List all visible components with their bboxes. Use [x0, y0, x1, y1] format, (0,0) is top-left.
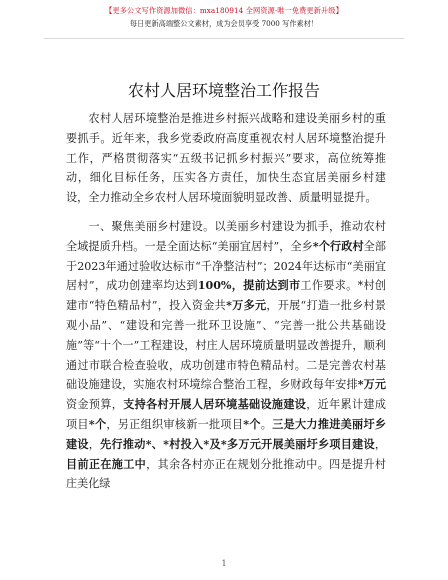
text-run-bold: *多万元开展美丽圩乡项目建设 [220, 437, 375, 451]
paragraph-section-1 [66, 217, 386, 494]
promo-banner-line2: 每日更新高端整公文素材，成为会员享受 7000 写作素材！ [129, 19, 319, 28]
text-run-bold: *万元 [357, 378, 386, 392]
page-number: 1 [221, 559, 227, 568]
text-run-bold: *万多元 [226, 299, 267, 313]
text-run-bold: 三是大力推进美丽圩乡建设 [66, 417, 386, 451]
text-run: ， [374, 437, 386, 451]
text-run: ， [88, 437, 101, 451]
text-run: 工作要求。*村创建市“特色精品村”，投入资金共 [66, 279, 386, 313]
text-run: ，开展“打造一批乡村景观小品”、“建设和完善一批环卫设施”、“完善一批公共基础设施”等“十个一”工程建设，村庄人居环境质量明显改善提升，顺利通过市联合检查验收，成功创建市特色精品村。二是完善农村基础设施建设，实施农村环境综合整治工程，乡财政每年安排 [66, 299, 386, 392]
promo-banner-line1: 【更多公文写作资源加微信：mxa180914 全网资源·唯一免费更新升级】 [105, 6, 343, 15]
text-run: 一、聚焦美丽乡村建设。以美丽乡村建设为抓手，推动农村全域提质升档。一是全面达标“美丽宜居村”，全乡 [66, 219, 386, 253]
text-run-bold: *、*村投入*及 [145, 437, 221, 451]
text-run: ，其余各村亦正在规划分批推动中。四是提升村庄美化绿 [66, 457, 386, 491]
text-run-bold: 支持各村开展人居环境基础设施建设 [123, 398, 307, 412]
text-run: ，近年累计建成项目 [66, 398, 386, 431]
text-run-bold: 100%，提前达到 [197, 279, 289, 293]
text-run: 。 [260, 417, 273, 431]
paragraph-intro-text: 农村人居环境整治是推进乡村振兴战略和建设美丽乡村的重要抓手。近年来，我乡党委政府高度重视农村人居环境整治提升工作，严格贯彻落实“五级书记抓乡村振兴”要求，高位统筹推动，细化目标任务，压实各方责任，加快生态宜居美丽乡村建设，全力推动全乡农村人居环境面貌明显改善、质量明显提升。 [66, 112, 386, 205]
text-run: 资金预算， [66, 398, 124, 412]
text-run: ，另正组织审核新一批项目 [106, 417, 244, 431]
text-run-bold: 市 [288, 279, 301, 293]
text-run: 全部于2023年通过验收达标市“千净整洁村”；2024年达标市“美丽宜居村”，成功创建率均达到 [66, 239, 386, 293]
header-divider [44, 38, 404, 39]
document-body [66, 109, 386, 494]
text-run-bold: *个 [243, 417, 261, 431]
paragraph-intro [66, 109, 386, 208]
text-run-bold: *个 [88, 417, 107, 431]
document-title: 农村人居环境整治工作报告 [127, 81, 320, 100]
text-run-bold: 目前正在施工中 [66, 457, 147, 471]
text-run-bold: 先行推动 [100, 437, 146, 451]
text-run-bold: *个行政村 [312, 239, 364, 253]
